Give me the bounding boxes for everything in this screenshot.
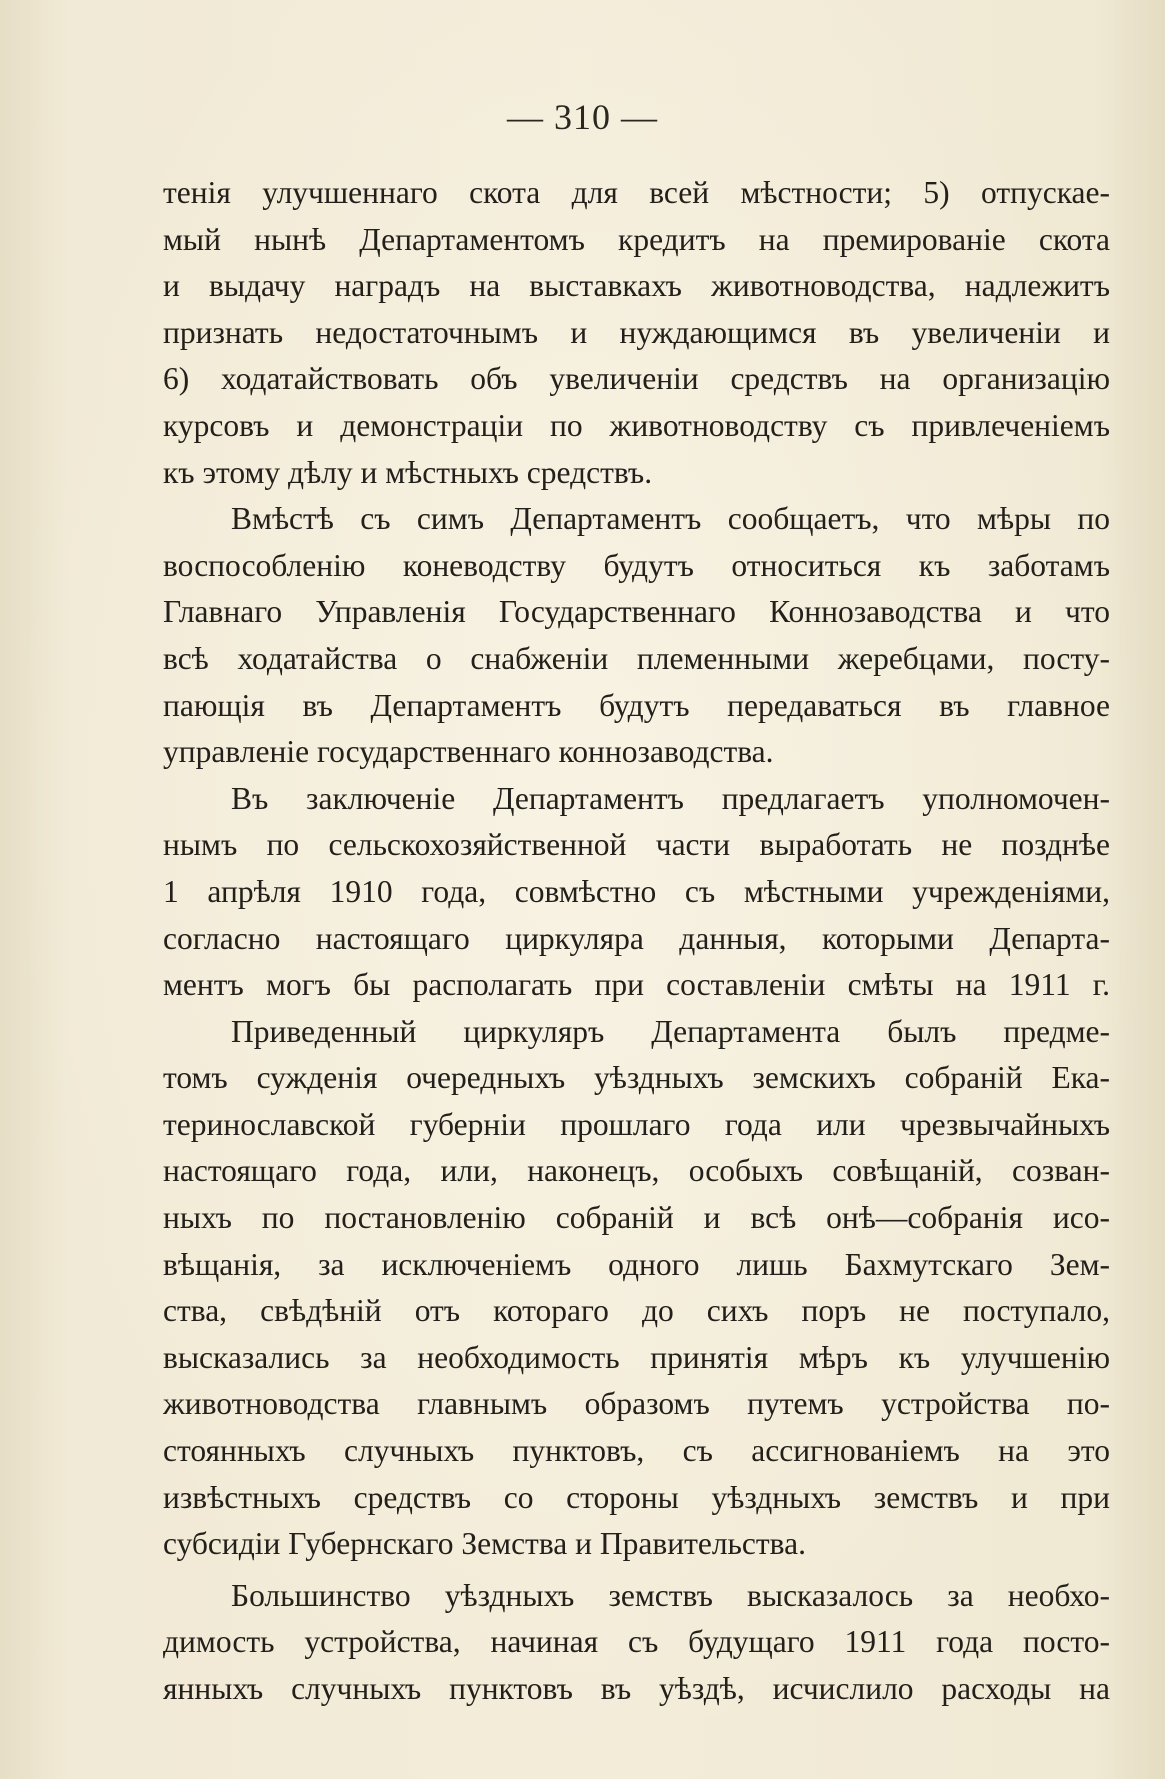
text-line: воспособленію коневодству будутъ относиться къ заботамъ	[163, 547, 1110, 583]
text-line: курсовъ и демонстраціи по животноводству съ привлеченіемъ	[163, 407, 1110, 443]
text-line: Большинство уѣздныхъ земствъ высказалось за необхо-	[231, 1577, 1110, 1613]
text-line: Приведенный циркуляръ Департамента былъ предме-	[231, 1013, 1110, 1049]
text-line: 6) ходатайствовать объ увеличеніи средствъ на организацію	[163, 361, 1110, 397]
text-line: ментъ могъ бы располагать при составленіи смѣты на 1911 г.	[163, 967, 1110, 1003]
text-line: настоящаго года, или, наконецъ, особыхъ совѣщаній, созван-	[163, 1153, 1110, 1189]
text-line: субсидіи Губернскаго Земства и Правительства.	[163, 1526, 806, 1562]
text-line: къ этому дѣлу и мѣстныхъ средствъ.	[163, 454, 653, 490]
text-line: признать недостаточнымъ и нуждающимся въ увеличеніи и	[163, 314, 1110, 350]
text-line: димость устройства, начиная съ будущаго 1911 года посто-	[163, 1624, 1110, 1660]
text-line: согласно настоящаго циркуляра данныя, которыми Департа-	[163, 920, 1110, 956]
text-line: высказались за необходимость принятія мѣръ къ улучшенію	[163, 1339, 1110, 1375]
text-line: Вмѣстѣ съ симъ Департаментъ сообщаетъ, что мѣры по	[231, 501, 1110, 537]
text-line: извѣстныхъ средствъ со стороны уѣздныхъ земствъ и при	[163, 1479, 1110, 1515]
text-line: томъ сужденія очередныхъ уѣздныхъ земскихъ собраній Ека-	[163, 1060, 1110, 1096]
text-line: янныхъ случныхъ пунктовъ въ уѣздѣ, исчислило расходы на	[163, 1671, 1110, 1706]
text-line: управленіе государственнаго коннозаводства.	[163, 734, 774, 770]
text-line: ныхъ по постановленію собраній и всѣ онѣ—собранія исо-	[163, 1200, 1110, 1236]
text-line: всѣ ходатайства о снабженіи племенными жеребцами, посту-	[163, 640, 1110, 676]
text-line: нымъ по сельскохозяйственной части выработать не позднѣе	[163, 827, 1110, 863]
page-number: — 310 —	[507, 97, 658, 137]
text-line: вѣщанія, за исключеніемъ одного лишь Бахмутскаго Зем-	[163, 1246, 1110, 1282]
text-line: животноводства главнымъ образомъ путемъ устройства по-	[163, 1386, 1110, 1422]
text-line: Въ заключеніе Департаментъ предлагаетъ уполномочен-	[231, 780, 1110, 816]
text-line: и выдачу наградъ на выставкахъ животноводства, надлежитъ	[163, 268, 1110, 304]
body-text	[163, 170, 1110, 1713]
text-line: теринославской губерніи прошлаго года или чрезвычайныхъ	[163, 1106, 1110, 1142]
text-line: пающія въ Департаментъ будутъ передаваться въ главное	[163, 687, 1110, 723]
text-line: Главнаго Управленія Государственнаго Коннозаводства и что	[163, 594, 1110, 630]
text-line: стоянныхъ случныхъ пунктовъ, съ ассигнованіемъ на это	[163, 1433, 1110, 1469]
text-line: тенія улучшеннаго скота для всей мѣстности; 5) отпускае-	[163, 175, 1110, 210]
text-line: мый нынѣ Департаментомъ кредитъ на премированіе скота	[163, 221, 1110, 257]
text-line: 1 апрѣля 1910 года, совмѣстно съ мѣстными учрежденіями,	[163, 873, 1110, 909]
text-line: ства, свѣдѣній отъ котораго до сихъ поръ не поступало,	[163, 1293, 1110, 1329]
